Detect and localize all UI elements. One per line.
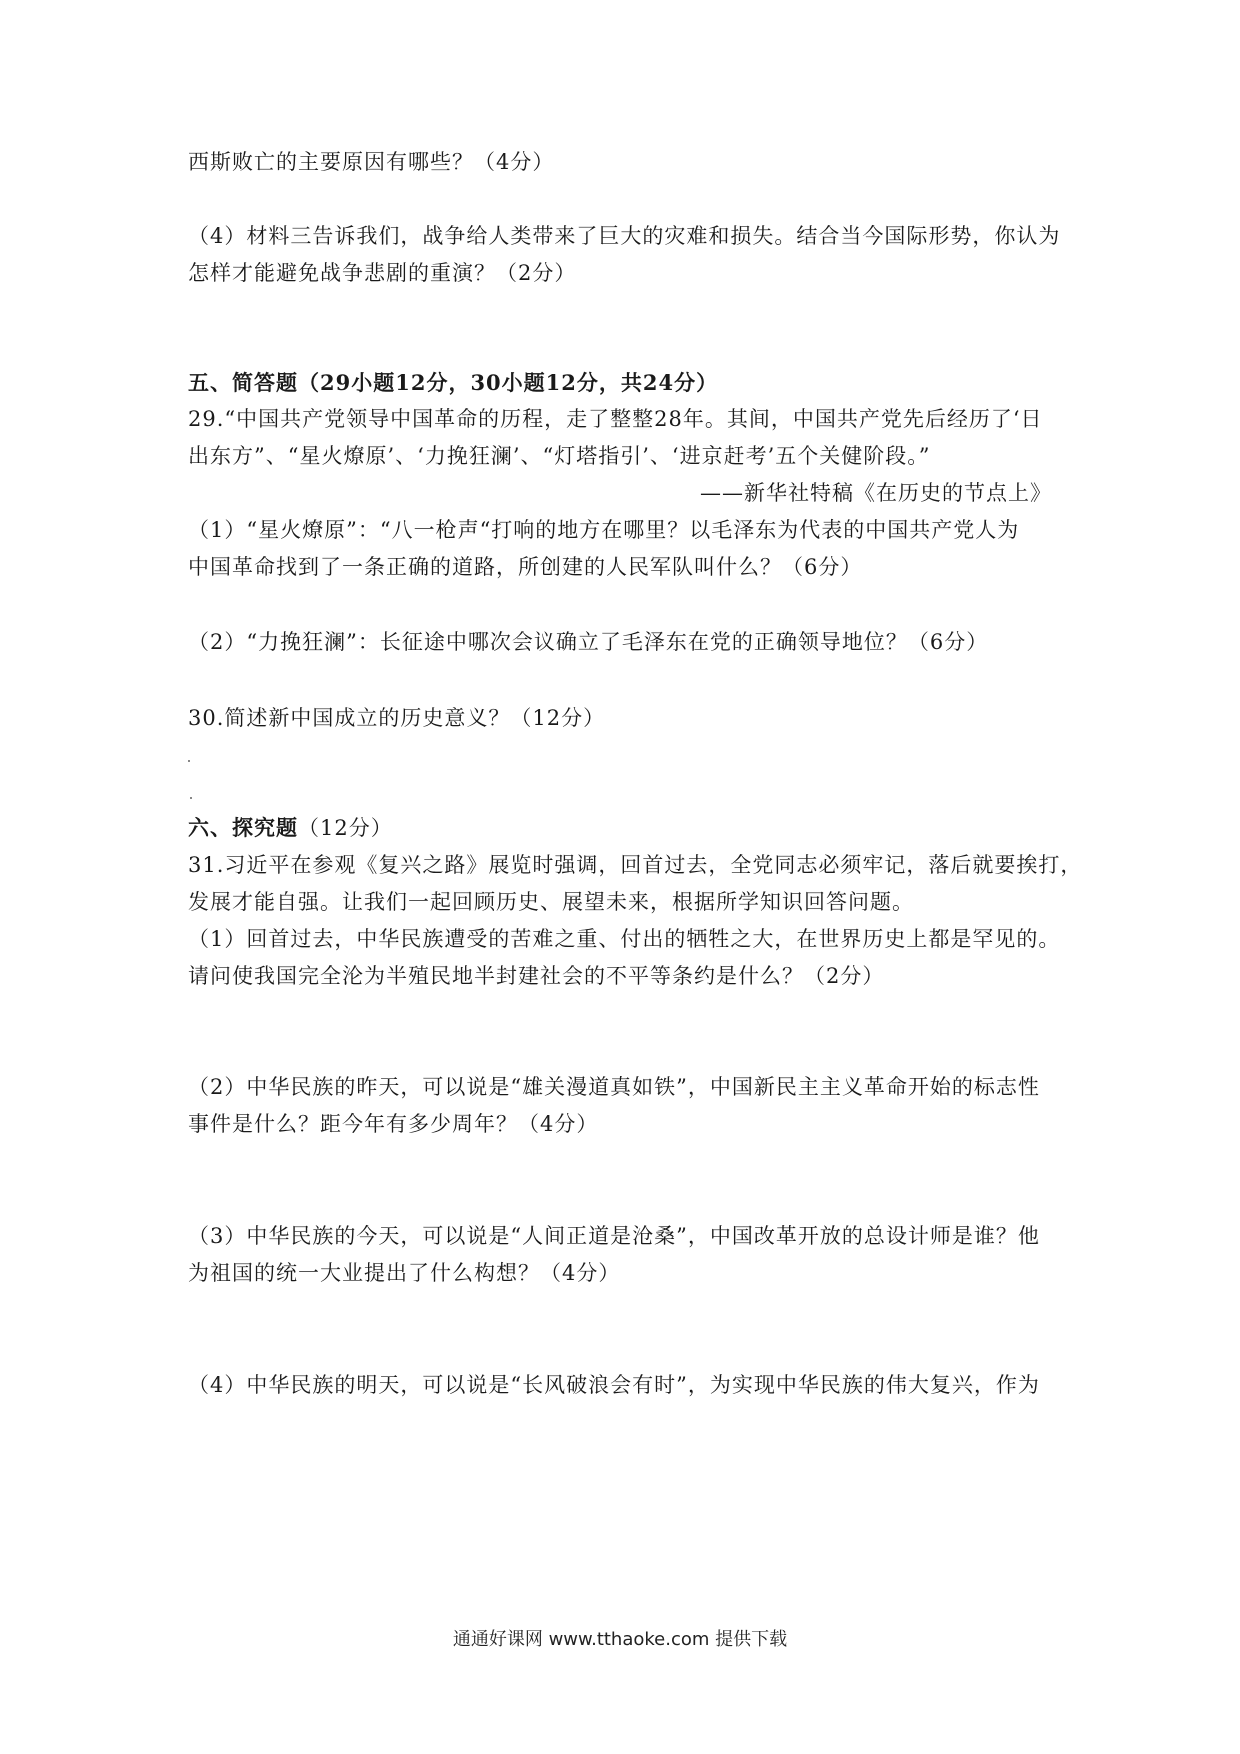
q29-1-line-2: 中国革命找到了一条正确的道路，所创建的人民军队叫什么？（6分） bbox=[188, 555, 863, 579]
q31-stem-line-2: 发展才能自强。让我们一起回顾历史、展望未来，根据所学知识回答问题。 bbox=[188, 890, 914, 914]
q28-4-line-2: 怎样才能避免战争悲剧的重演？（2分） bbox=[188, 261, 577, 285]
scan-speck bbox=[190, 797, 192, 799]
q29-2: （2）“力挽狂澜”：长征途中哪次会议确立了毛泽东在党的正确领导地位？（6分） bbox=[188, 630, 989, 654]
q31-2-line-1: （2）中华民族的昨天，可以说是“雄关漫道真如铁”，中国新民主主义革命开始的标志性 bbox=[188, 1075, 1040, 1099]
footer-watermark: 通通好课网 www.tthaoke.com 提供下载 bbox=[452, 1629, 788, 1650]
q29-source-attribution: ——新华社特稿《在历史的节点上》 bbox=[700, 481, 1052, 505]
q31-1-line-2: 请问使我国完全沦为半殖民地半封建社会的不平等条约是什么？（2分） bbox=[188, 964, 885, 988]
section-6-score: （12分） bbox=[298, 816, 393, 840]
q29-stem-line-1: 29.“中国共产党领导中国革命的历程，走了整整28年。其间，中国共产党先后经历了‘日 bbox=[188, 407, 1043, 431]
q30: 30.简述新中国成立的历史意义？（12分） bbox=[188, 706, 606, 730]
scan-speck bbox=[188, 760, 190, 762]
q29-1-line-1: （1）“星火燎原”：“八一枪声“打响的地方在哪里？以毛泽东为代表的中国共产党人为 bbox=[188, 518, 1020, 542]
q28-3-continuation: 西斯败亡的主要原因有哪些？（4分） bbox=[188, 150, 555, 174]
q31-2-line-2: 事件是什么？距今年有多少周年？（4分） bbox=[188, 1112, 599, 1136]
q28-4-line-1: （4）材料三告诉我们，战争给人类带来了巨大的灾难和损失。结合当今国际形势，你认为 bbox=[188, 224, 1061, 248]
q31-stem-line-1: 31.习近平在参观《复兴之路》展览时强调，回首过去，全党同志必须牢记，落后就要挨打， bbox=[188, 853, 1083, 877]
q31-1-line-1: （1）回首过去，中华民族遭受的苦难之重、付出的牺牲之大，在世界历史上都是罕见的。 bbox=[188, 927, 1061, 951]
section-6-heading bbox=[188, 814, 1068, 842]
section-6-title: 六、探究题 bbox=[188, 815, 298, 840]
q31-3-line-2: 为祖国的统一大业提出了什么构想？（4分） bbox=[188, 1261, 621, 1285]
q29-stem-line-2: 出东方”、“星火燎原’、‘力挽狂澜’、“灯塔指引’、‘进京赶考’五个关健阶段。” bbox=[188, 444, 931, 468]
q31-4-line-1: （4）中华民族的明天，可以说是“长风破浪会有时”，为实现中华民族的伟大复兴，作为 bbox=[188, 1373, 1040, 1397]
section-5-heading: 五、简答题（29小题12分，30小题12分，共24分） bbox=[188, 370, 719, 395]
q31-3-line-1: （3）中华民族的今天，可以说是“人间正道是沧桑”，中国改革开放的总设计师是谁？他 bbox=[188, 1224, 1040, 1248]
